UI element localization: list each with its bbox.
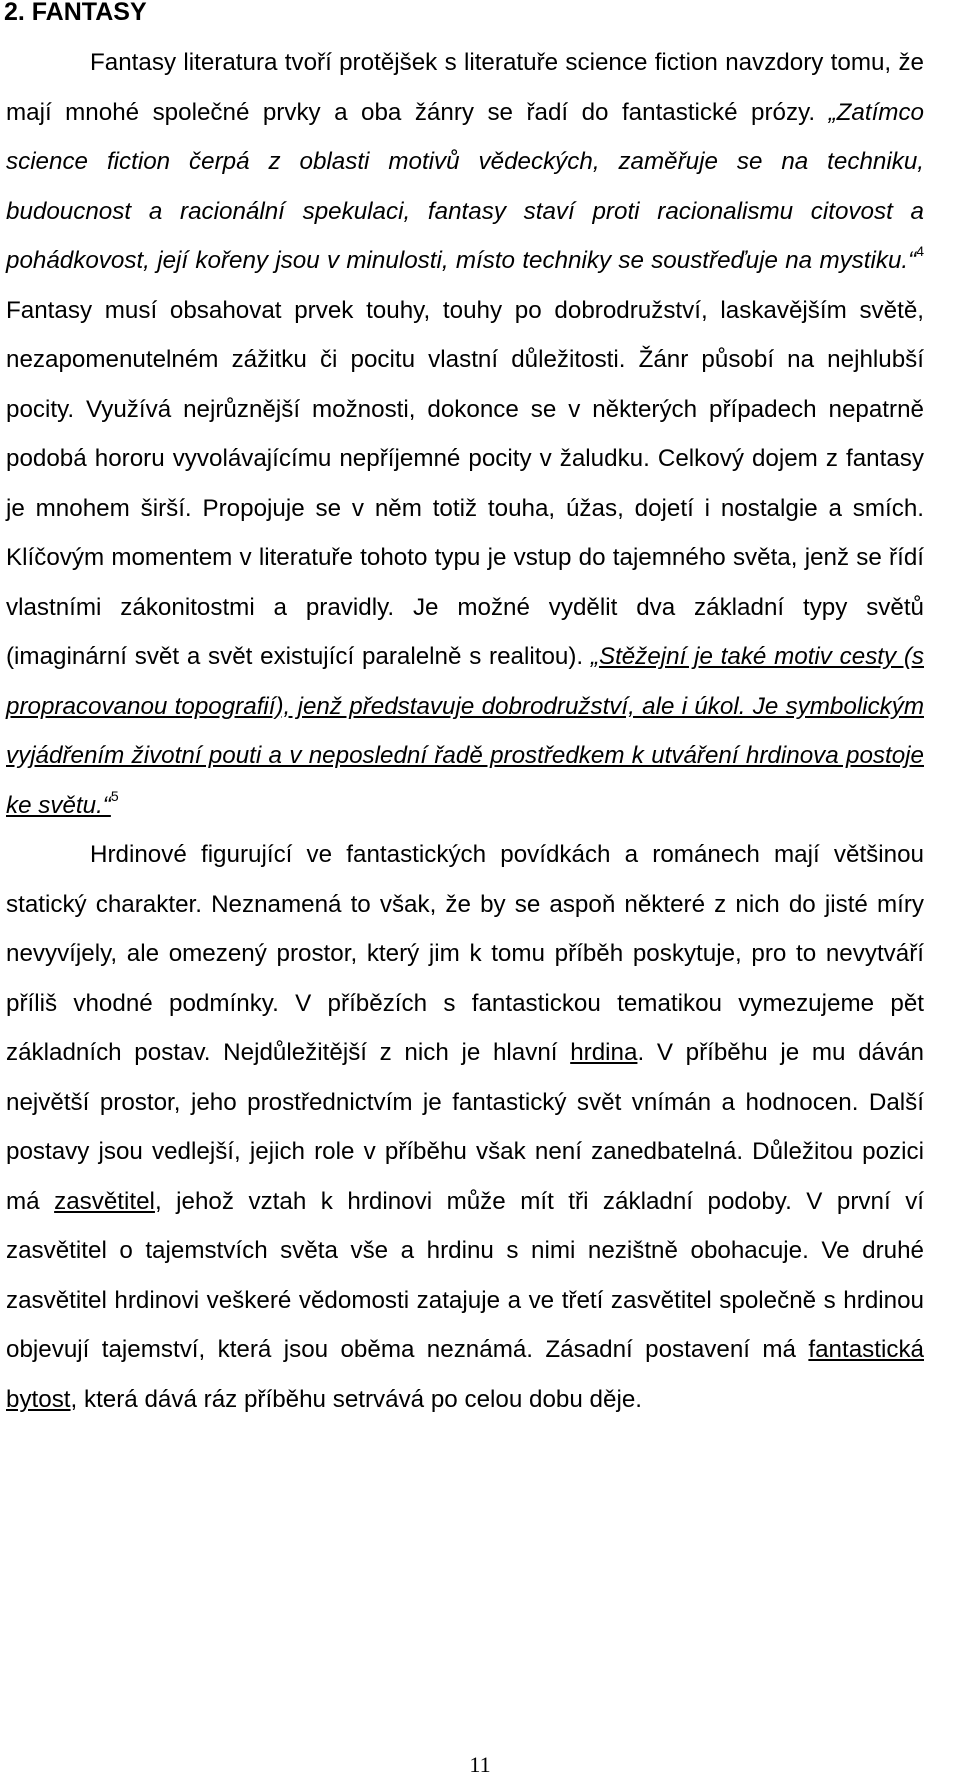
term-hrdina: hrdina: [570, 1039, 638, 1066]
quotation-1: „Zatímco science fiction čerpá z oblasti motivů vědeckých, zaměřuje se na techniku, budoucnost a racionální spekulaci, fantasy staví proti racionalismu citovost a pohádkovost, její kořeny jsou v minulosti, místo techniky se soustřeďuje na mystiku.“: [6, 98, 924, 274]
page-number: 11: [469, 1752, 491, 1777]
paragraph-2-part-b: . V příběhu je mu dáván největší prostor, jeho prostřednictvím je fantastický svět vnímán a hodnocen. Další postavy jsou vedlejší, jejich role v příběhu však není zanedbatelná. Důležitou pozici má: [6, 1039, 924, 1215]
term-zasvetitel: zasvětitel: [54, 1187, 155, 1215]
paragraph-1-intro: Fantasy literatura tvoří protějšek s literatuře science fiction navzdory tomu, že mají mnohé společné prvky a oba žánry se řadí do fantastické prózy.: [6, 49, 924, 126]
paragraph-2-part-a: Hrdinové figurující ve fantastických povídkách a románech mají většinou statický charakter. Neznamená to však, že by se aspoň některé z nich do jisté míry nevyvíjely, ale omezený prostor, který jim k tomu příběh poskytuje, pro to nevytváří příliš vhodné podmínky. V příbězích s fantastickou tematikou vymezujeme pět základních postav. Nejdůležitější z nich je hlavní: [6, 841, 924, 1066]
chapter-body: [6, 38, 924, 1424]
paragraph-2-part-c: , jehož vztah k hrdinovi může mít tři základní podoby. V první ví zasvětitel o tajemstvích světa vše a hrdinu s nimi nezištně obohacuje. Ve druhé zasvětitel hrdinovi veškeré vědomosti zatajuje a ve třetí zasvětitel společně s hrdinou objevují tajemství, která jsou oběma neznámá. Zásadní postavení má: [6, 1187, 925, 1363]
quotation-2: Stěžejní je také motiv cesty (s propracovanou topografií), jenž představuje dobrodružství, ale i úkol. Je symbolickým vyjádřením životní pouti a v neposlední řadě prostředkem k utváření hrdinova postoje ke světu.“: [6, 643, 924, 819]
footnote-ref-5[interactable]: 5: [110, 787, 119, 804]
paragraph-2-part-d: , která dává ráz příběhu setrvává po celou dobu děje.: [70, 1385, 643, 1413]
term-fantasticka-bytost: fantastická bytost: [6, 1336, 924, 1413]
paragraph-1: [6, 38, 924, 830]
paragraph-1-body: Fantasy musí obsahovat prvek touhy, touhy po dobrodružství, laskavějším světě, nezapomenutelném zážitku či pocitu vlastní důležitosti. Žánr působí na nejhlubší pocity. Využívá nejrůznější možnosti, dokonce se v některých případech nepatrně podobá hororu vyvolávajícímu nepříjemné pocity v žaludku. Celkový dojem z fantasy je mnohem širší. Propojuje se v něm totiž touha, úžas, dojetí i nostalgie a smích. Klíčovým momentem v literatuře tohoto typu je vstup do tajemného světa, jenž se řídí vlastními zákonitostmi a pravidly. Je možné vydělit dva základní typy světů (imaginární svět a svět existující paralelně s realitou).: [6, 296, 924, 670]
chapter-heading: 2. FANTASY: [4, 0, 147, 26]
quotation-2-open: „: [590, 643, 599, 670]
footnote-ref-4[interactable]: 4: [916, 243, 924, 259]
paragraph-2: [6, 830, 924, 1424]
